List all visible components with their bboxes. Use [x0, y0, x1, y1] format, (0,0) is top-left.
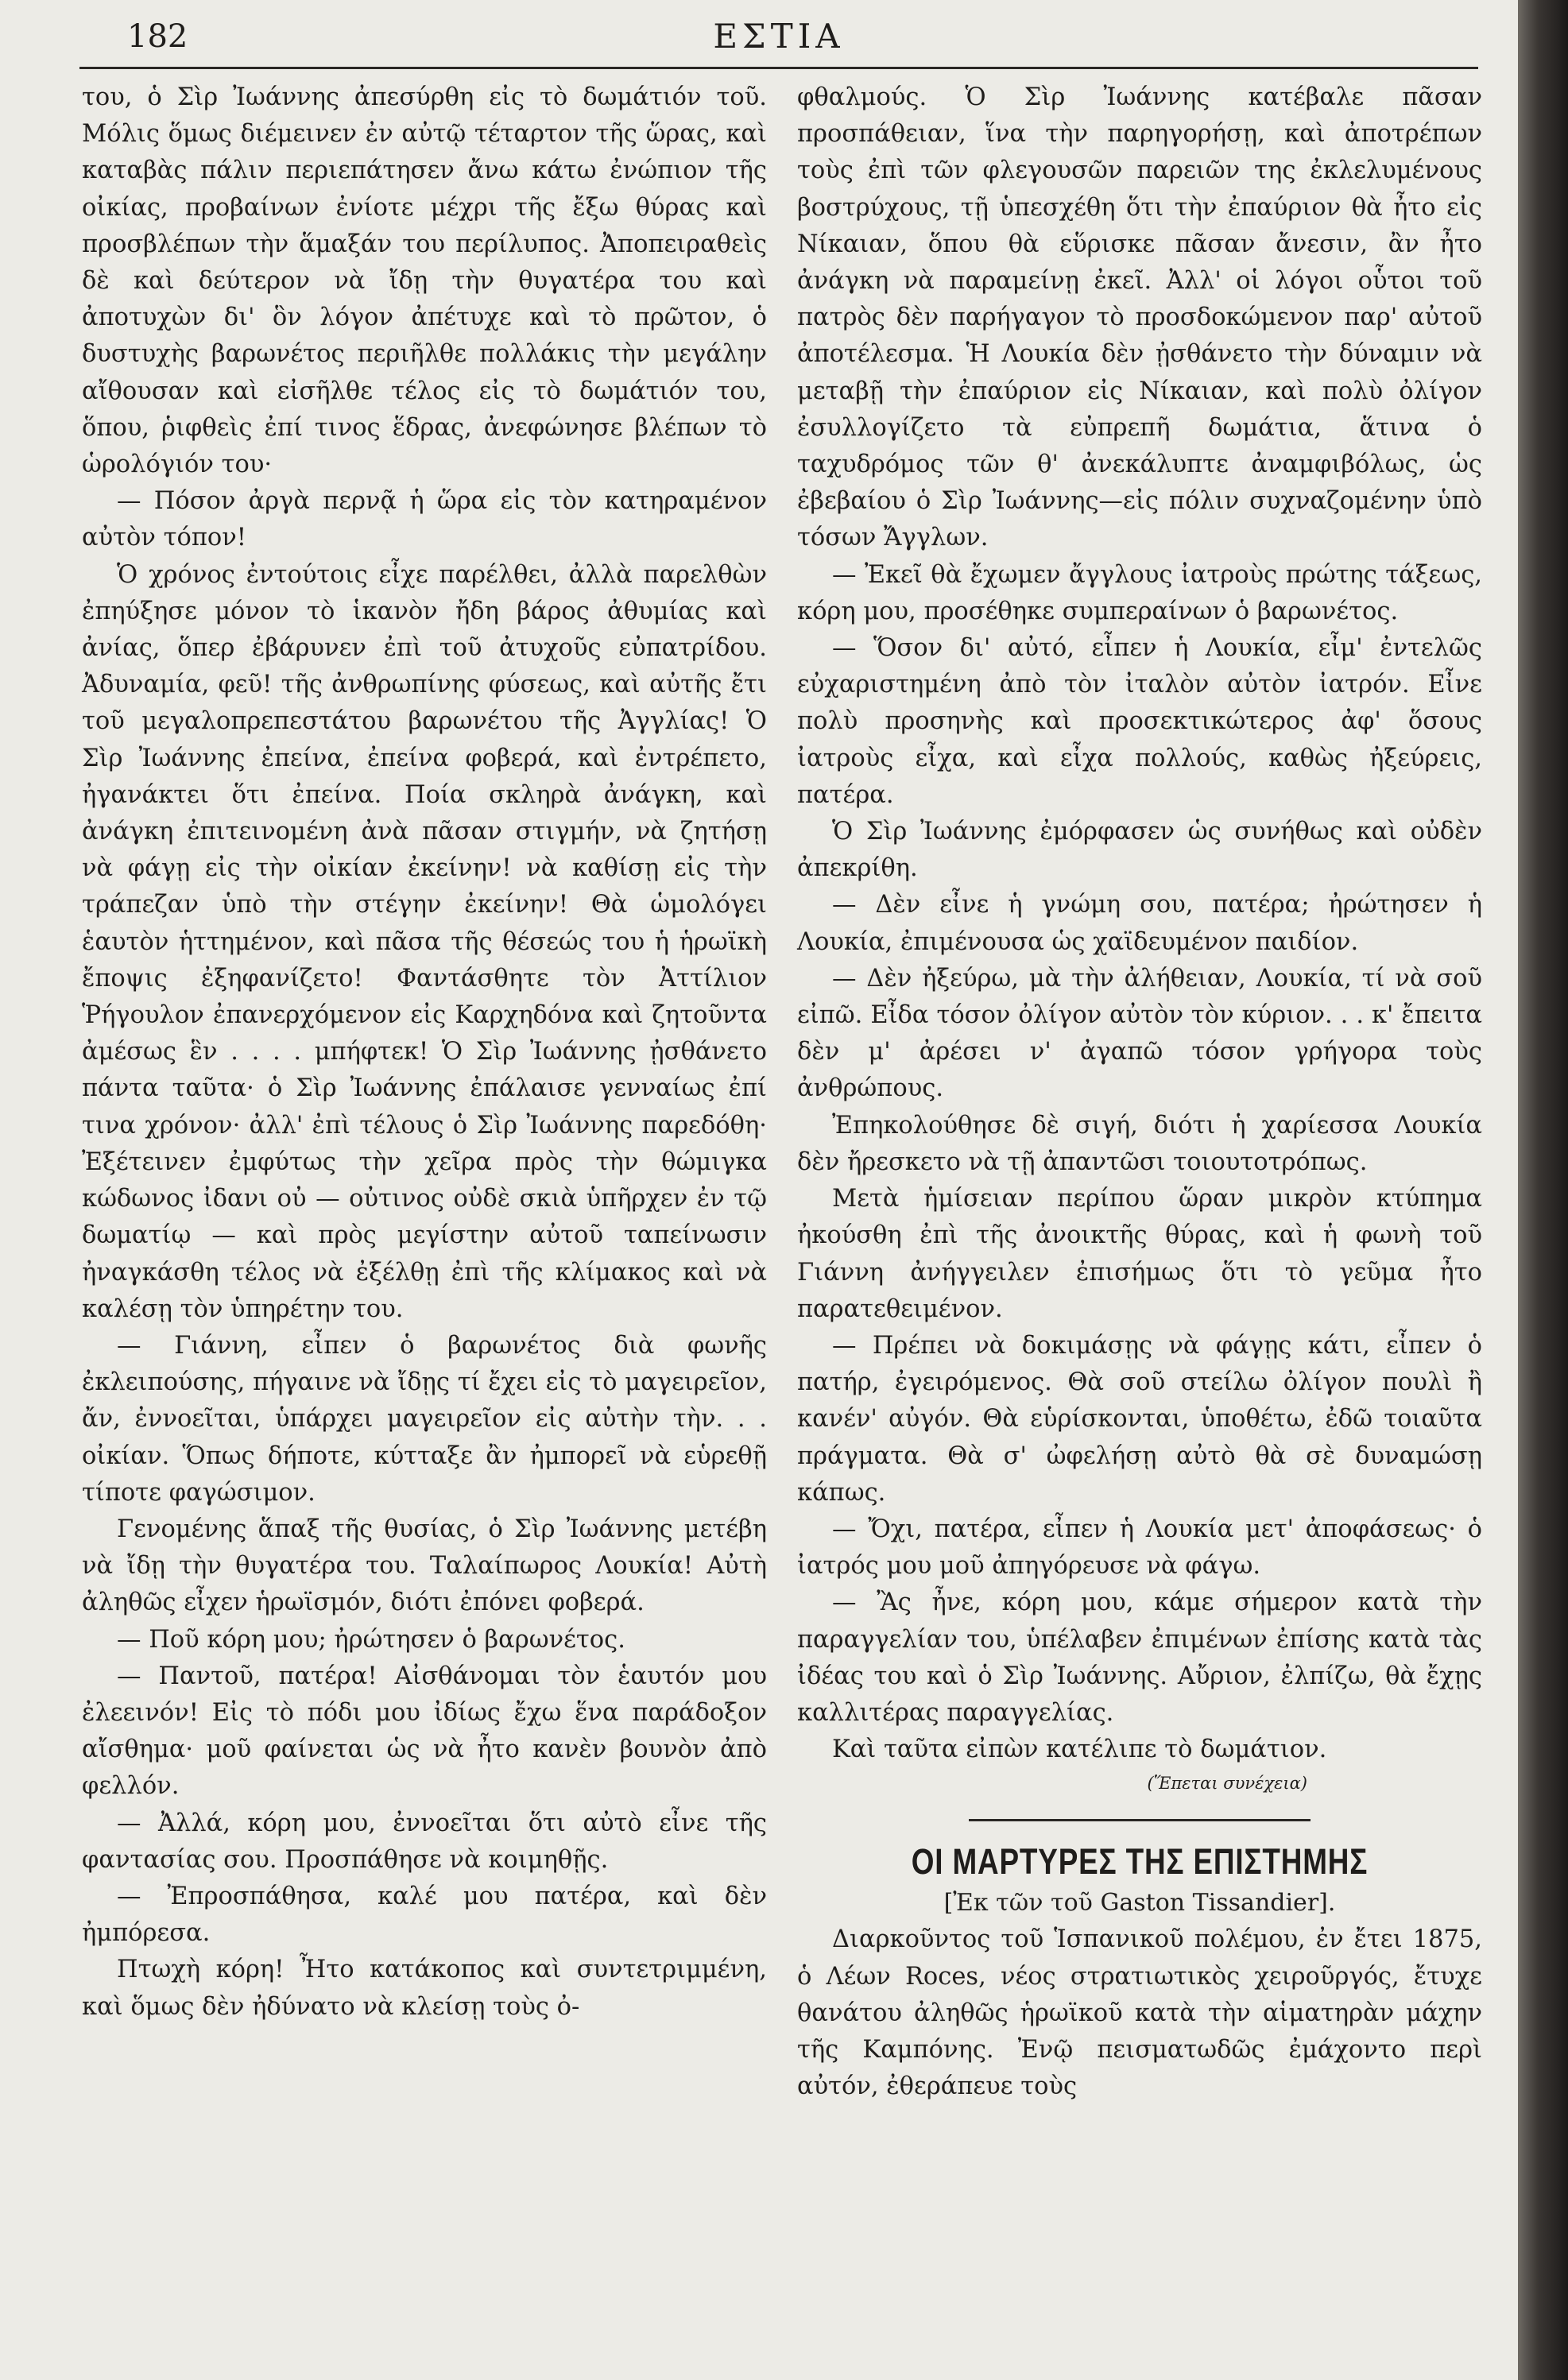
paragraph: Πτωχὴ κόρη! Ἦτο κατάκοπος καὶ συντετριμμένη, καὶ ὅμως δὲν ἠδύνατο νὰ κλείσῃ τοὺς ὀ- [82, 1956, 767, 2021]
paragraph: — Παντοῦ, πατέρα! Αἰσθάνομαι τὸν ἑαυτόν μου ἐλεεινόν! Εἰς τὸ πόδι μου ἰδίως ἔχω ἕνα παράδοξον αἴσθημα· μοῦ φαίνεται ὡς νὰ ἦτο κανὲν βουνὸν ἀπὸ φελλόν. [82, 1662, 767, 1801]
section-divider [969, 1819, 1311, 1821]
paragraph: — Γιάννη, εἶπεν ὁ βαρωνέτος διὰ φωνῆς ἐκλειπούσης, πήγαινε νὰ ἴδῃς τί ἔχει εἰς τὸ μαγειρεῖον, ἄν, ἐννοεῖται, ὑπάρχει μαγειρεῖον εἰς αὐτὴν τὴν. . . οἰκίαν. Ὅπως δήποτε, κύτταξε ἂν ἠμπορεῖ νὰ εὑρεθῇ τίποτε φαγώσιμον. [82, 1331, 767, 1507]
paragraph: Ἐπηκολούθησε δὲ σιγή, διότι ἡ χαρίεσσα Λουκία δὲν ἤρεσκετο νὰ τῇ ἀπαντῶσι τοιουτοτρόπως. [797, 1111, 1482, 1176]
continued-note: (Ἕπεται συνέχεια) [1147, 1774, 1307, 1794]
left-column [82, 79, 767, 2026]
paragraph: Γενομένης ἅπαξ τῆς θυσίας, ὁ Σὶρ Ἰωάννης μετέβη νὰ ἴδῃ τὴν θυγατέρα του. Ταλαίπωρος Λουκία! Αὐτὴ ἀληθῶς εἶχεν ἡρωϊσμόν, διότι ἐπόνει φοβερά. [82, 1515, 767, 1617]
paragraph: Μετὰ ἡμίσειαν περίπου ὥραν μικρὸν κτύπημα ἠκούσθη ἐπὶ τῆς ἀνοικτῆς θύρας, καὶ ἡ φωνὴ τοῦ Γιάννη ἀνήγγειλεν ἐπισήμως ὅτι τὸ γεῦμα ἦτο παρατεθειμένον. [797, 1185, 1482, 1323]
article-title: ΟΙ ΜΑΡΤΥΡΕΣ ΤΗΣ ΕΠΙΣΤΗΜΗΣ [911, 1841, 1369, 1883]
page-number: 182 [127, 18, 188, 55]
page-edge-shadow [1518, 0, 1568, 2380]
paragraph: — Ἀλλά, κόρη μου, ἐννοεῖται ὅτι αὐτὸ εἶνε τῆς φαντασίας σου. Προσπάθησε νὰ κοιμηθῇς. [82, 1809, 767, 1874]
header-rule [79, 67, 1478, 69]
paragraph: του, ὁ Σὶρ Ἰωάννης ἀπεσύρθη εἰς τὸ δωμάτιόν τοῦ. Μόλις ὅμως διέμεινεν ἐν αὐτῷ τέταρτον τῆς ὥρας, καὶ καταβὰς πάλιν περιεπάτησεν ἄνω κάτω ἐνώπιον τῆς οἰκίας, προβαίνων ἐνίοτε μέχρι τῆς ἔξω θύρας καὶ προσβλέπων τὴν ἅμαξάν του περίλυπος. Ἀποπειραθεὶς δὲ καὶ δεύτερον νὰ ἴδῃ τὴν θυγατέρα του καὶ ἀποτυχὼν δι' ὃν λόγον ἀπέτυχε καὶ τὸ πρῶτον, ὁ δυστυχὴς βαρωνέτος περιῆλθε πολλάκις τὴν μεγάλην αἴθουσαν καὶ εἰσῆλθε τέλος εἰς τὸ δωμάτιόν του, ὅπου, ῥιφθεὶς ἐπί τινος ἕδρας, ἀνεφώνησε βλέπων τὸ ὡρολόγιόν του· [82, 83, 767, 479]
paragraph: Καὶ ταῦτα εἰπὼν κατέλιπε τὸ δωμάτιον. [832, 1736, 1327, 1764]
article-source: [Ἐκ τῶν τοῦ Gaston Tissandier]. [943, 1889, 1336, 1918]
paragraph: Ὁ χρόνος ἐντούτοις εἶχε παρέλθει, ἀλλὰ παρελθὼν ἐπηύξησε μόνον τὸ ἱκανὸν ἤδη βάρος ἀθυμίας καὶ ἀνίας, ὅπερ ἐβάρυνεν ἐπὶ τοῦ ἀτυχοῦς εὐπατρίδου. Ἀδυναμία, φεῦ! τῆς ἀνθρωπίνης φύσεως, καὶ αὐτῆς ἔτι τοῦ μεγαλοπρεπεστάτου βαρωνέτου τῆς Ἀγγλίας! Ὁ Σὶρ Ἰωάννης ἐπείνα, ἐπείνα φοβερά, καὶ ἐντρέπετο, ἠγανάκτει ὅτι ἐπείνα. Ποία σκληρὰ ἀνάγκη, καὶ ἀνάγκη ἐπιτεινομένη ἀνὰ πᾶσαν στιγμήν, νὰ ζητήσῃ νὰ φάγῃ εἰς τὴν οἰκίαν ἐκείνην! νὰ καθίσῃ εἰς τὴν τράπεζαν ὑπὸ τὴν στέγην ἐκείνην! Θὰ ὡμολόγει ἑαυτὸν ἡττημένον, καὶ πᾶσα τῆς θέσεώς του ἡ ἡρωϊκὴ ἔποψις ἐξηφανίζετο! Φαντάσθητε τὸν Ἀττίλιον Ῥήγουλον ἐπανερχόμενον εἰς Καρχηδόνα καὶ ζητοῦντα ἀμέσως ἓν . . . . μπήφτεκ! Ὁ Σὶρ Ἰωάννης ᾐσθάνετο πάντα ταῦτα· ὁ Σὶρ Ἰωάννης ἐπάλαισε γενναίως ἐπί τινα χρόνον· ἀλλ' ἐπὶ τέλους ὁ Σὶρ Ἰωάννης παρεδόθη· Ἐξέτεινεν ἐμφύτως τὴν χεῖρα πρὸς τὴν θώμιγκα κώδωνος ἰδανι οὐ — οὐτινος οὐδὲ σκιὰ ὑπῆρχεν ἐν τῷ δωματίῳ — καὶ πρὸς μεγίστην αὐτοῦ ταπείνωσιν ἠναγκάσθη τέλος νὰ ἐξέλθῃ ἐπὶ τῆς κλίμακος καὶ νὰ καλέσῃ τὸν ὑπηρέτην του. [82, 560, 767, 1323]
right-column-body [797, 79, 1482, 1768]
running-title: ΕΣΤΙΑ [713, 17, 845, 56]
paragraph: — Ἂς ἦνε, κόρη μου, κάμε σήμερον κατὰ τὴν παραγγελίαν του, ὑπέλαβεν ἐπιμένων ἐπίσης κατὰ τὰς ἰδέας του καὶ ὁ Σὶρ Ἰωάννης. Αὔριον, ἐλπίζω, θὰ ἔχῃς καλλιτέρας παραγγελίας. [797, 1589, 1482, 1727]
paragraph: — Ἐπροσπάθησα, καλέ μου πατέρα, καὶ δὲν ἠμπόρεσα. [82, 1882, 767, 1948]
paragraph: — Ὅσον δι' αὐτό, εἶπεν ἡ Λουκία, εἶμ' ἐντελῶς εὐχαριστημένη ἀπὸ τὸν ἰταλὸν αὐτὸν ἰατρόν. Εἶνε πολὺ προσηνὴς καὶ προσεκτικώτερος ἀφ' ὅσους ἰατροὺς εἶχα, καὶ εἶχα πολλούς, καθὼς ἠξεύρεις, πατέρα. [797, 634, 1482, 809]
paragraph: — Ποῦ κόρη μου; ἠρώτησεν ὁ βαρωνέτος. [117, 1625, 625, 1654]
paragraph: Διαρκοῦντος τοῦ Ἱσπανικοῦ πολέμου, ἐν ἔτει 1875, ὁ Λέων Roces, νέος στρατιωτικὸς χειροῦργός, ἔτυχε θανάτου ἀληθῶς ἡρωϊκοῦ κατὰ τὴν αἱματηρὰν μάχην τῆς Καμπόνης. Ἐνῷ πεισματωδῶς ἐμάχοντο περὶ αὐτόν, ἐθεράπευε τοὺς [797, 1925, 1482, 2101]
page-header [79, 14, 1478, 62]
paragraph: — Πόσον ἀργὰ περνᾷ ἡ ὥρα εἰς τὸν κατηραμένον αὐτὸν τόπον! [82, 487, 767, 552]
paragraph: — Ἐκεῖ θὰ ἔχωμεν ἄγγλους ἰατροὺς πρώτης τάξεως, κόρη μου, προσέθηκε συμπεραίνων ὁ βαρωνέτος. [797, 560, 1482, 625]
paragraph: — Ὄχι, πατέρα, εἶπεν ἡ Λουκία μετ' ἀποφάσεως· ὁ ἰατρός μου μοῦ ἀπηγόρευσε νὰ φάγω. [797, 1515, 1482, 1581]
paragraph: — Πρέπει νὰ δοκιμάσῃς νὰ φάγῃς κάτι, εἶπεν ὁ πατήρ, ἐγειρόμενος. Θὰ σοῦ στείλω ὀλίγον πουλὶ ἢ κανέν' αὐγόν. Θὰ εὑρίσκονται, ὑποθέτω, ἐδῶ τοιαῦτα πράγματα. Θὰ σ' ὠφελήσῃ αὐτὸ θὰ σὲ δυναμώσῃ κάπως. [797, 1331, 1482, 1507]
right-column [797, 79, 1482, 2105]
article-body [797, 1921, 1482, 2105]
paragraph: — Δὲν εἶνε ἡ γνώμη σου, πατέρα; ἠρώτησεν ἡ Λουκία, ἐπιμένουσα ὡς χαϊδευμένον παιδίον. [797, 891, 1482, 956]
paragraph: φθαλμούς. Ὁ Σὶρ Ἰωάννης κατέβαλε πᾶσαν προσπάθειαν, ἵνα τὴν παρηγορήσῃ, καὶ ἀποτρέπων τοὺς ἐπὶ τῶν φλεγουσῶν παρειῶν της ἐκλελυμένους βοστρύχους, τῇ ὑπεσχέθη ὅτι τὴν ἐπαύριον θὰ ἦτο εἰς Νίκαιαν, ὅπου θὰ εὕρισκε πᾶσαν ἄνεσιν, ἂν ἦτο ἀνάγκη νὰ παραμείνῃ ἐκεῖ. Ἀλλ' οἱ λόγοι οὗτοι τοῦ πατρὸς δὲν παρήγαγον τὸ προσδοκώμενον παρ' αὐτοῦ ἀποτέλεσμα. Ἡ Λουκία δὲν ᾐσθάνετο τὴν δύναμιν νὰ μεταβῇ τὴν ἐπαύριον εἰς Νίκαιαν, καὶ πολὺ ὀλίγον ἐσυλλογίζετο τὰ εὐπρεπῆ δωμάτια, ἅτινα ὁ ταχυδρόμος τῶν θ' ἀνεκάλυπτε ἀναμφιβόλως, ὡς ἐβεβαίου ὁ Σὶρ Ἰωάννης—εἰς πόλιν συχναζομένην ὑπὸ τόσων Ἄγγλων. [797, 83, 1482, 552]
paragraph: — Δὲν ἠξεύρω, μὰ τὴν ἀλήθειαν, Λουκία, τί νὰ σοῦ εἰπῶ. Εἶδα τόσον ὀλίγον αὐτὸν τὸν κύριον. . . κ' ἔπειτα δὲν μ' ἀρέσει ν' ἀγαπῶ τόσον γρήγορα τοὺς ἀνθρώπους. [797, 964, 1482, 1103]
paragraph: Ὁ Σὶρ Ἰωάννης ἐμόρφασεν ὡς συνήθως καὶ οὐδὲν ἀπεκρίθη. [797, 818, 1482, 883]
